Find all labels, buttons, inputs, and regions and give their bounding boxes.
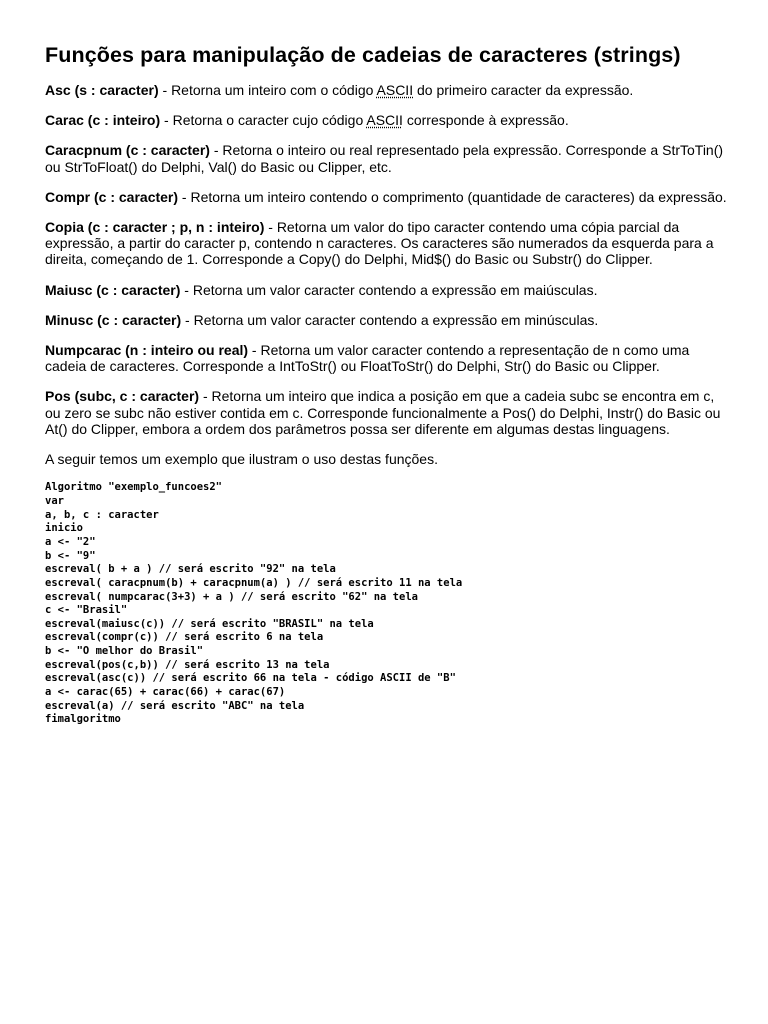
function-description: - Retorna o inteiro ou real representado pela expressão. Corresponde a StrToTin() ou StrToFloat() do Delphi, Val() do Basic ou Clipper, etc. xyxy=(45,142,724,175)
function-description: - Retorna um valor caracter contendo a representação de n como uma cadeia de caracteres. Corresponde a IntToStr() ou FloatToStr() do Delphi, Str() do Basic ou Clipper. xyxy=(45,342,690,375)
function-description: - Retorna o caracter cujo código xyxy=(160,112,367,129)
code-line: fimalgoritmo xyxy=(45,713,121,726)
function-description: - Retorna um valor caracter contendo a expressão em minúsculas. xyxy=(181,311,599,328)
function-entry-numpcarac xyxy=(45,342,728,374)
code-line: inicio xyxy=(45,522,83,535)
function-description: - Retorna um inteiro que indica a posição em que a cadeia subc se encontra em c, ou zero se subc não estiver contida em c. Corresponde funcionalmente a Pos() do Delphi, Instr() do Basic ou At() do Clipper, embora a ordem dos parâmetros possa ser diferente em algumas destas linguagens. xyxy=(45,388,721,437)
code-line: escreval(compr(c)) // será escrito 6 na tela xyxy=(45,631,324,644)
function-signature: Minusc (c : caracter) xyxy=(45,311,182,328)
function-entry-caracpnum xyxy=(45,142,728,174)
code-line: a, b, c : caracter xyxy=(45,508,159,521)
code-line: escreval(maiusc(c)) // será escrito "BRASIL" na tela xyxy=(45,617,374,630)
function-description: - Retorna um valor caracter contendo a expressão em maiúsculas. xyxy=(180,281,598,298)
code-line: escreval( b + a ) // será escrito "92" na tela xyxy=(45,563,336,576)
example-intro: A seguir temos um exemplo que ilustram o uso destas funções. xyxy=(45,451,438,468)
ascii-abbreviation: ASCII xyxy=(376,82,414,98)
function-entry-minusc xyxy=(45,312,728,328)
function-description: - Retorna um inteiro com o código xyxy=(158,82,377,98)
function-description: - Retorna um inteiro contendo o comprimento (quantidade de caracteres) da expressão. xyxy=(178,188,727,205)
function-signature: Carac (c : inteiro) xyxy=(45,112,161,129)
function-entry-compr xyxy=(45,189,728,205)
code-line: b <- "9" xyxy=(45,549,96,562)
function-signature: Compr (c : caracter) xyxy=(45,188,179,205)
page-title: Funções para manipulação de cadeias de caracteres (strings) xyxy=(45,43,681,67)
function-entry-carac xyxy=(45,112,728,128)
function-signature: Asc (s : caracter) xyxy=(45,82,159,98)
function-signature: Caracpnum (c : caracter) xyxy=(45,142,210,159)
ascii-abbreviation: ASCII xyxy=(366,112,403,129)
code-line: var xyxy=(45,494,64,507)
function-entry-maiusc xyxy=(45,282,728,298)
code-line: escreval( caracpnum(b) + caracpnum(a) ) // será escrito 11 na tela xyxy=(45,576,463,589)
code-line: escreval(asc(c)) // será escrito 66 na tela - código ASCII de "B" xyxy=(45,672,456,685)
code-example xyxy=(45,481,728,727)
code-line: a <- "2" xyxy=(45,535,96,548)
code-line: c <- "Brasil" xyxy=(45,604,128,617)
function-signature: Copia (c : caracter ; p, n : inteiro) xyxy=(45,219,265,236)
function-signature: Pos (subc, c : caracter) xyxy=(45,388,200,405)
code-line: escreval(a) // será escrito "ABC" na tela xyxy=(45,699,305,712)
code-line: Algoritmo "exemplo_funcoes2" xyxy=(45,481,223,494)
code-line: escreval(pos(c,b)) // será escrito 13 na tela xyxy=(45,658,330,671)
function-entry-pos xyxy=(45,388,728,437)
code-line: b <- "O melhor do Brasil" xyxy=(45,645,204,658)
function-signature: Numpcarac (n : inteiro ou real) xyxy=(45,342,249,359)
function-signature: Maiusc (c : caracter) xyxy=(45,281,181,298)
function-description: - Retorna um valor do tipo caracter contendo uma cópia parcial da expressão, a partir do caracter p, contendo n caracteres. Os caracteres são numerados da esquerda para a direita, começando de 1. Corresponde a Copy() do Delphi, Mid$() do Basic ou Substr() do Clipper. xyxy=(45,219,714,268)
code-line: escreval( numpcarac(3+3) + a ) // será escrito "62" na tela xyxy=(45,590,418,603)
function-entry-asc xyxy=(45,82,728,98)
code-line: a <- carac(65) + carac(66) + carac(67) xyxy=(45,686,286,699)
function-description: corresponde à expressão. xyxy=(402,112,569,129)
function-entry-copia xyxy=(45,219,728,268)
function-description: do primeiro caracter da expressão. xyxy=(413,82,634,98)
